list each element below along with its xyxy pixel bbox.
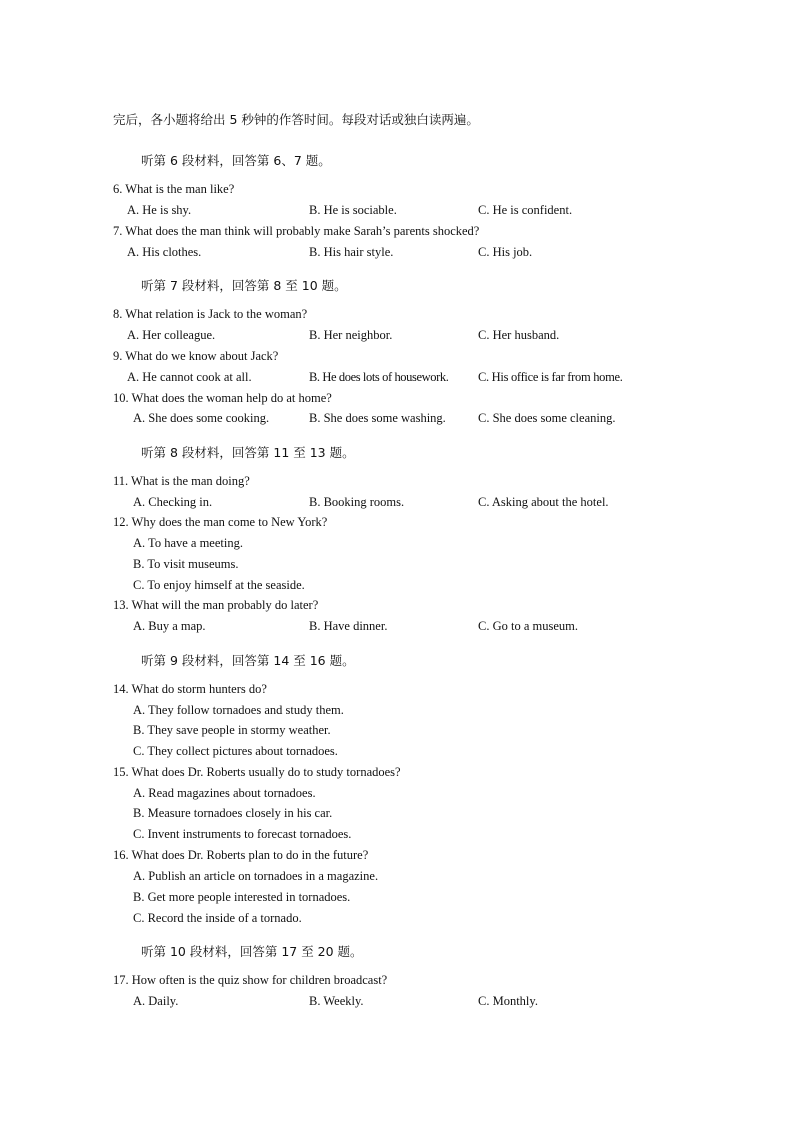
option-a: A. To have a meeting.: [133, 536, 243, 550]
question-11: 11. What is the man doing?: [113, 474, 250, 488]
section-heading: 听第 7 段材料，回答第 8 至 10 题。: [141, 278, 347, 293]
section-heading: 听第 9 段材料，回答第 14 至 16 题。: [141, 653, 355, 668]
question-15: 15. What does Dr. Roberts usually do to study tornadoes?: [113, 765, 401, 779]
option-b: B. To visit museums.: [133, 557, 239, 571]
option-b: B. Her neighbor.: [309, 328, 393, 342]
question-16: 16. What does Dr. Roberts plan to do in the future?: [113, 848, 369, 862]
question-8: 8. What relation is Jack to the woman?: [113, 307, 308, 321]
option-a: A. He is shy.: [127, 203, 192, 217]
option-b: B. His hair style.: [309, 245, 394, 259]
section-heading: 听第 6 段材料，回答第 6、7 题。: [141, 153, 331, 168]
section-heading: 听第 10 段材料，回答第 17 至 20 题。: [141, 944, 363, 959]
question-7: 7. What does the man think will probably make Sarah’s parents shocked?: [113, 224, 480, 238]
question-10: 10. What does the woman help do at home?: [113, 391, 332, 405]
option-c: C. She does some cleaning.: [478, 411, 616, 425]
option-c: C. They collect pictures about tornadoes.: [133, 744, 338, 758]
option-b: B. Weekly.: [309, 994, 364, 1008]
option-a: A. They follow tornadoes and study them.: [133, 703, 344, 717]
option-c: C. Invent instruments to forecast tornadoes.: [133, 827, 352, 841]
option-b: B. They save people in stormy weather.: [133, 723, 331, 737]
option-c: C. Go to a museum.: [478, 619, 578, 633]
option-c: C. He is confident.: [478, 203, 573, 217]
option-a: A. Daily.: [133, 994, 179, 1008]
option-a: A. Publish an article on tornadoes in a magazine.: [133, 869, 379, 883]
question-14: 14. What do storm hunters do?: [113, 682, 267, 696]
option-a: A. Buy a map.: [133, 619, 206, 633]
question-13: 13. What will the man probably do later?: [113, 598, 319, 612]
option-c: C. Her husband.: [478, 328, 560, 342]
option-a: A. His clothes.: [127, 245, 202, 259]
intro-text: 完后，各小题将给出 5 秒钟的作答时间。每段对话或独白读两遍。: [113, 112, 479, 127]
question-17: 17. How often is the quiz show for children broadcast?: [113, 973, 388, 987]
option-a: A. He cannot cook at all.: [127, 370, 252, 384]
option-b: B. He does lots of housework.: [309, 370, 449, 384]
option-c: C. Record the inside of a tornado.: [133, 911, 302, 925]
option-b: B. He is sociable.: [309, 203, 397, 217]
option-a: A. Read magazines about tornadoes.: [133, 786, 316, 800]
option-b: B. She does some washing.: [309, 411, 446, 425]
question-12: 12. Why does the man come to New York?: [113, 515, 328, 529]
section-heading: 听第 8 段材料，回答第 11 至 13 题。: [141, 445, 355, 460]
option-c: C. Asking about the hotel.: [478, 495, 609, 509]
option-b: B. Booking rooms.: [309, 495, 405, 509]
question-9: 9. What do we know about Jack?: [113, 349, 279, 363]
option-c: C. To enjoy himself at the seaside.: [133, 578, 305, 592]
option-b: B. Have dinner.: [309, 619, 388, 633]
option-c: C. His office is far from home.: [478, 370, 623, 384]
option-a: A. Her colleague.: [127, 328, 216, 342]
option-a: A. Checking in.: [133, 495, 213, 509]
option-a: A. She does some cooking.: [133, 411, 270, 425]
option-c: C. His job.: [478, 245, 533, 259]
question-6: 6. What is the man like?: [113, 182, 235, 196]
option-c: C. Monthly.: [478, 994, 538, 1008]
option-b: B. Measure tornadoes closely in his car.: [133, 806, 333, 820]
option-b: B. Get more people interested in tornadoes.: [133, 890, 351, 904]
